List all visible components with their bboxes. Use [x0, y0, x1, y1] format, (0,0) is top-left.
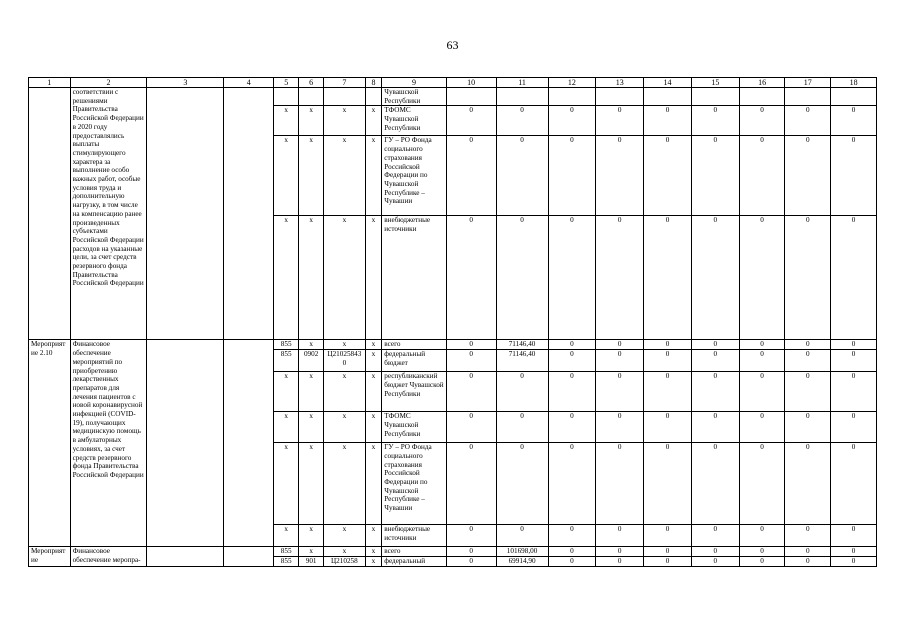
column-number: 2	[70, 78, 147, 88]
value-cell: 0	[785, 443, 831, 525]
value-cell: 0	[496, 106, 548, 136]
value-cell: 0	[831, 443, 877, 525]
funding-source-cell: ТФОМС Чувашской Республики	[382, 412, 446, 443]
value-cell: 0	[496, 525, 548, 547]
value-cell: 0	[446, 216, 496, 340]
value-cell: 0	[496, 412, 548, 443]
target-article-cell: x	[324, 412, 366, 443]
expense-type-cell: x	[365, 525, 382, 547]
value-cell: 0	[644, 340, 692, 350]
value-cell: 0	[446, 412, 496, 443]
value-cell: 0	[446, 372, 496, 412]
empty-cell	[147, 547, 224, 566]
value-cell: 0	[446, 525, 496, 547]
value-cell: 0	[785, 525, 831, 547]
expense-type-cell: x	[365, 556, 382, 566]
target-article-cell: x	[324, 106, 366, 136]
value-cell: 0	[739, 443, 785, 525]
value-cell: 0	[739, 547, 785, 557]
value-cell	[691, 88, 739, 106]
value-cell: 0	[785, 216, 831, 340]
value-cell: 0	[691, 350, 739, 372]
value-cell: 0	[785, 106, 831, 136]
value-cell: 0	[548, 106, 596, 136]
value-cell: 0	[644, 372, 692, 412]
value-cell	[831, 88, 877, 106]
section-cell: x	[299, 412, 324, 443]
value-cell: 0	[596, 136, 644, 216]
value-cell: 0	[548, 547, 596, 557]
expense-type-cell: x	[365, 340, 382, 350]
value-cell: 0	[496, 443, 548, 525]
event-code-cell: Мероприятие	[29, 547, 71, 566]
value-cell: 0	[831, 556, 877, 566]
value-cell: 0	[446, 350, 496, 372]
value-cell: 0	[548, 556, 596, 566]
value-cell: 0	[644, 547, 692, 557]
value-cell: 0	[446, 556, 496, 566]
event-code-cell	[29, 88, 71, 340]
event-description-cell: соответствии с решениями Правительства Российской Федерации в 2020 году предоставлялись выплаты стимулирующего характера за выполнение особо важных работ, особые условия труда и дополнительную нагрузку, в том числе на компенсацию ранее произведенных субъектами Российской Федерации расходов на указанные цели, за счет средств резервного фонда Правительства Российской Федерации	[70, 88, 147, 340]
column-number: 18	[831, 78, 877, 88]
value-cell: 0	[739, 340, 785, 350]
value-cell	[496, 88, 548, 106]
value-cell: 0	[596, 350, 644, 372]
expense-type-cell: x	[365, 372, 382, 412]
column-number: 8	[365, 78, 382, 88]
value-cell: 0	[596, 412, 644, 443]
value-cell: 0	[691, 340, 739, 350]
section-cell: x	[299, 136, 324, 216]
value-cell: 0	[691, 556, 739, 566]
expense-type-cell: x	[365, 216, 382, 340]
grbs-cell: x	[274, 443, 299, 525]
target-article-cell: x	[324, 136, 366, 216]
value-cell: 0	[644, 350, 692, 372]
value-cell: 0	[831, 216, 877, 340]
expense-type-cell	[365, 88, 382, 106]
value-cell: 0	[496, 216, 548, 340]
value-cell: 0	[548, 216, 596, 340]
target-article-cell: x	[324, 443, 366, 525]
value-cell: 0	[644, 525, 692, 547]
column-number: 17	[785, 78, 831, 88]
target-article-cell: x	[324, 525, 366, 547]
value-cell: 0	[596, 216, 644, 340]
header-row	[29, 78, 877, 88]
value-cell: 0	[691, 106, 739, 136]
column-number: 16	[739, 78, 785, 88]
funding-source-cell: всего	[382, 340, 446, 350]
expense-type-cell: x	[365, 412, 382, 443]
section-cell: x	[299, 106, 324, 136]
section-cell: x	[299, 372, 324, 412]
value-cell: 0	[596, 372, 644, 412]
column-number: 6	[299, 78, 324, 88]
column-number: 5	[274, 78, 299, 88]
table-row	[29, 340, 877, 350]
funding-source-cell: ГУ – РО Фонда социального страхования Российской Федерации по Чувашской Республике – Чувашии	[382, 443, 446, 525]
value-cell: 0	[644, 216, 692, 340]
value-cell	[785, 88, 831, 106]
target-article-cell: x	[324, 216, 366, 340]
funding-source-cell: всего	[382, 547, 446, 557]
value-cell: 0	[691, 443, 739, 525]
section-cell: 901	[299, 556, 324, 566]
column-number: 4	[224, 78, 274, 88]
value-cell: 0	[691, 412, 739, 443]
value-cell	[739, 88, 785, 106]
section-cell: x	[299, 525, 324, 547]
grbs-cell: x	[274, 106, 299, 136]
column-number: 9	[382, 78, 446, 88]
funding-source-cell: ТФОМС Чувашской Республики	[382, 106, 446, 136]
target-article-cell: x	[324, 547, 366, 557]
column-number: 1	[29, 78, 71, 88]
value-cell: 0	[831, 106, 877, 136]
value-cell: 0	[596, 443, 644, 525]
column-number: 10	[446, 78, 496, 88]
value-cell: 0	[691, 525, 739, 547]
value-cell: 0	[644, 136, 692, 216]
value-cell: 71146,40	[496, 350, 548, 372]
funding-source-cell: внебюджетные источники	[382, 525, 446, 547]
value-cell	[644, 88, 692, 106]
value-cell: 0	[496, 136, 548, 216]
table-row	[29, 88, 877, 106]
value-cell: 0	[785, 340, 831, 350]
expense-type-cell: x	[365, 136, 382, 216]
column-number: 15	[691, 78, 739, 88]
target-article-cell: x	[324, 372, 366, 412]
grbs-cell: x	[274, 372, 299, 412]
section-cell: x	[299, 443, 324, 525]
column-number: 13	[596, 78, 644, 88]
grbs-cell: 855	[274, 350, 299, 372]
value-cell: 0	[785, 372, 831, 412]
section-cell: 0902	[299, 350, 324, 372]
funding-source-cell: Чувашской Республики	[382, 88, 446, 106]
value-cell: 0	[548, 412, 596, 443]
value-cell: 0	[691, 547, 739, 557]
value-cell: 0	[548, 443, 596, 525]
value-cell	[596, 88, 644, 106]
value-cell: 0	[739, 556, 785, 566]
value-cell: 69914,90	[496, 556, 548, 566]
value-cell: 0	[446, 340, 496, 350]
funding-source-cell: внебюджетные источники	[382, 216, 446, 340]
grbs-cell: x	[274, 216, 299, 340]
value-cell: 0	[446, 547, 496, 557]
value-cell: 0	[691, 372, 739, 412]
empty-cell	[147, 88, 224, 340]
empty-cell	[224, 340, 274, 547]
value-cell: 0	[739, 136, 785, 216]
value-cell: 0	[548, 525, 596, 547]
value-cell: 0	[785, 412, 831, 443]
value-cell: 0	[831, 525, 877, 547]
value-cell: 0	[446, 443, 496, 525]
value-cell: 0	[785, 136, 831, 216]
section-cell: x	[299, 547, 324, 557]
value-cell: 0	[785, 556, 831, 566]
funding-source-cell: республиканский бюджет Чувашской Республики	[382, 372, 446, 412]
value-cell: 0	[831, 547, 877, 557]
column-number: 14	[644, 78, 692, 88]
grbs-cell: 855	[274, 556, 299, 566]
value-cell: 0	[831, 340, 877, 350]
value-cell: 0	[691, 136, 739, 216]
grbs-cell	[274, 88, 299, 106]
target-article-cell: Ц210258430	[324, 350, 366, 372]
target-article-cell	[324, 88, 366, 106]
section-cell	[299, 88, 324, 106]
expense-type-cell: x	[365, 350, 382, 372]
empty-cell	[224, 88, 274, 340]
value-cell: 0	[644, 412, 692, 443]
column-number: 11	[496, 78, 548, 88]
value-cell: 0	[548, 136, 596, 216]
value-cell: 0	[596, 106, 644, 136]
value-cell: 0	[831, 136, 877, 216]
grbs-cell: x	[274, 412, 299, 443]
value-cell: 71146,40	[496, 340, 548, 350]
value-cell: 0	[831, 412, 877, 443]
section-cell: x	[299, 340, 324, 350]
value-cell: 0	[496, 372, 548, 412]
target-article-cell: Ц210258	[324, 556, 366, 566]
funding-source-cell: федеральный	[382, 556, 446, 566]
value-cell: 0	[548, 350, 596, 372]
event-description-cell: Финансовое обеспечение меропра-	[70, 547, 147, 566]
expense-type-cell: x	[365, 547, 382, 557]
value-cell: 0	[644, 443, 692, 525]
value-cell: 0	[644, 556, 692, 566]
expense-type-cell: x	[365, 443, 382, 525]
value-cell: 0	[446, 106, 496, 136]
grbs-cell: x	[274, 136, 299, 216]
value-cell: 0	[691, 216, 739, 340]
empty-cell	[147, 340, 224, 547]
value-cell: 0	[596, 547, 644, 557]
value-cell: 0	[739, 216, 785, 340]
value-cell: 0	[785, 350, 831, 372]
column-number: 7	[324, 78, 366, 88]
value-cell: 0	[831, 372, 877, 412]
page-number: 63	[446, 38, 459, 52]
funding-source-cell: федеральный бюджет	[382, 350, 446, 372]
value-cell: 0	[739, 106, 785, 136]
funding-source-cell: ГУ – РО Фонда социального страхования Российской Федерации по Чувашской Республике – Чувашии	[382, 136, 446, 216]
value-cell: 0	[831, 350, 877, 372]
budget-table	[28, 77, 877, 567]
grbs-cell: x	[274, 525, 299, 547]
event-description-cell: Финансовое обеспечение мероприятий по приобретению лекарственных препаратов для лечения пациентов с новой коронавирусной инфекцией (COVID-19), получающих медицинскую помощь в амбулаторных условиях, за счет средств резервного фонда Правительства Российской Федерации	[70, 340, 147, 547]
grbs-cell: 855	[274, 340, 299, 350]
value-cell: 0	[739, 525, 785, 547]
value-cell: 0	[739, 372, 785, 412]
target-article-cell: x	[324, 340, 366, 350]
expense-type-cell: x	[365, 106, 382, 136]
value-cell: 0	[644, 106, 692, 136]
value-cell: 0	[596, 340, 644, 350]
value-cell: 101698,00	[496, 547, 548, 557]
grbs-cell: 855	[274, 547, 299, 557]
empty-cell	[224, 547, 274, 566]
value-cell: 0	[548, 340, 596, 350]
value-cell: 0	[596, 525, 644, 547]
value-cell	[548, 88, 596, 106]
column-number: 12	[548, 78, 596, 88]
event-code-cell: Мероприятие 2.10	[29, 340, 71, 547]
value-cell: 0	[596, 556, 644, 566]
value-cell: 0	[739, 350, 785, 372]
value-cell: 0	[548, 372, 596, 412]
value-cell: 0	[446, 136, 496, 216]
value-cell	[446, 88, 496, 106]
column-number: 3	[147, 78, 224, 88]
table-row	[29, 547, 877, 557]
value-cell: 0	[739, 412, 785, 443]
section-cell: x	[299, 216, 324, 340]
value-cell: 0	[785, 547, 831, 557]
